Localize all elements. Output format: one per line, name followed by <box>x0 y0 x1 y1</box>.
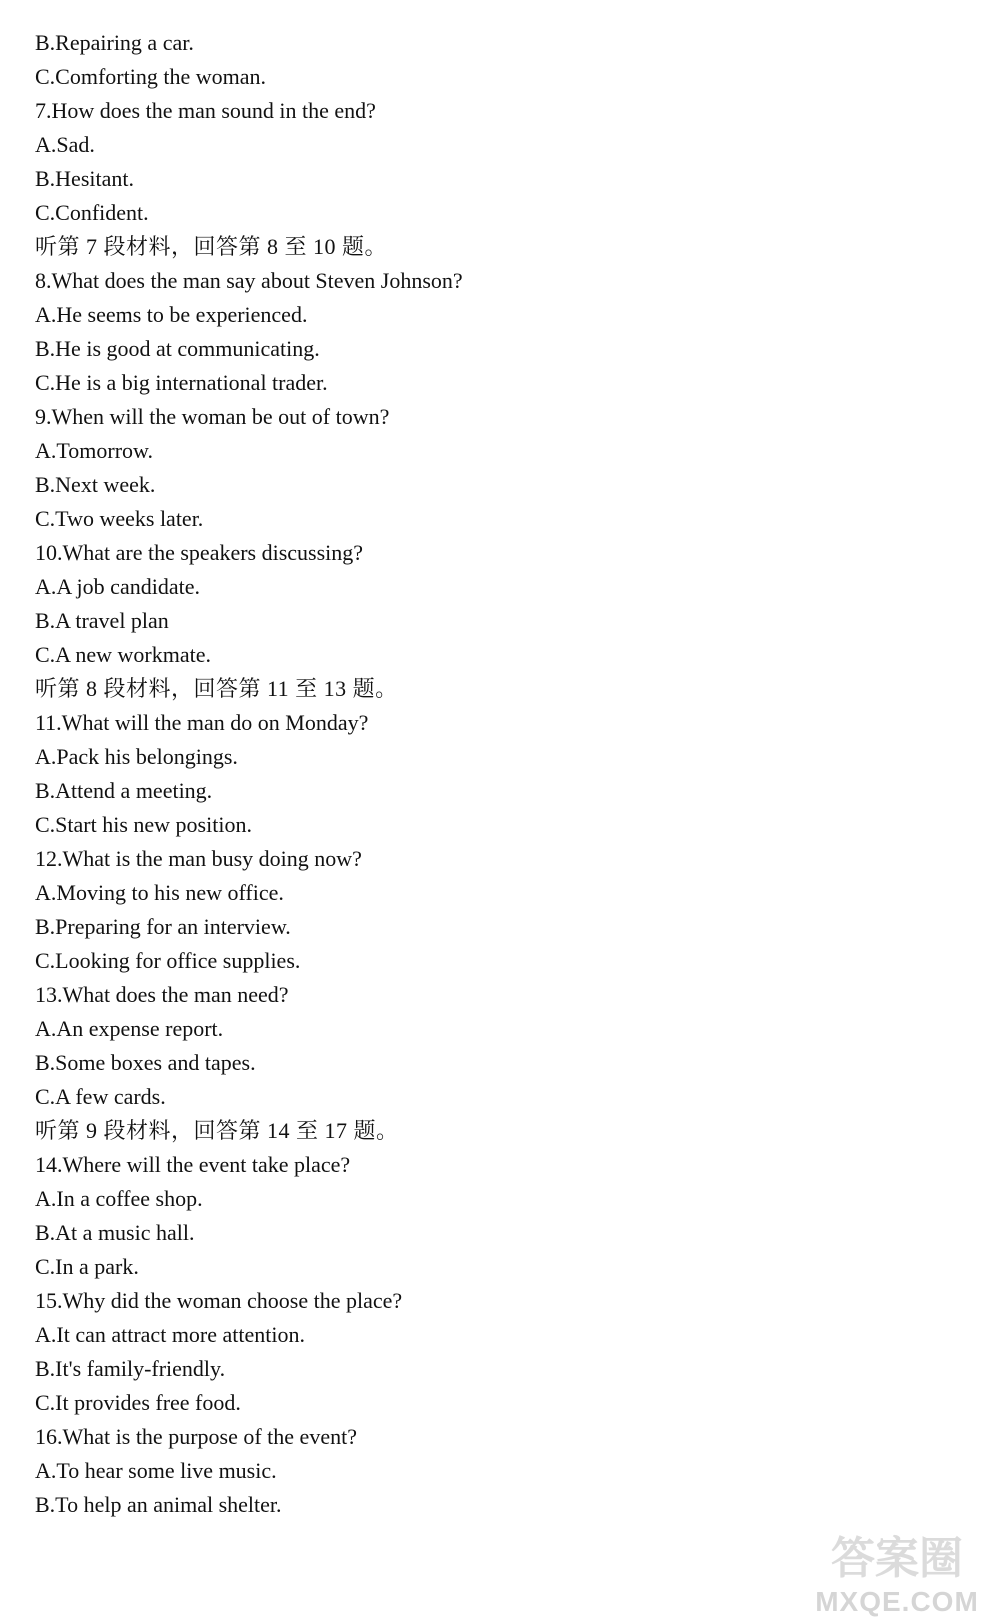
section-heading: 听第 9 段材料，回答第 14 至 17 题。 <box>35 1118 399 1143</box>
option-line: B.Hesitant. <box>35 166 134 191</box>
option-line: B.Attend a meeting. <box>35 778 213 803</box>
option-line: B.Preparing for an interview. <box>35 914 291 939</box>
option-line: B.Repairing a car. <box>35 30 194 55</box>
option-line: A.He seems to be experienced. <box>35 302 308 327</box>
question-line: 8.What does the man say about Steven Johnson? <box>35 268 463 293</box>
option-line: C.Comforting the woman. <box>35 64 266 89</box>
option-line: A.A job candidate. <box>35 574 200 599</box>
option-line: C.A new workmate. <box>35 642 211 667</box>
question-line: 7.How does the man sound in the end? <box>35 98 376 123</box>
option-line: C.Confident. <box>35 200 149 225</box>
option-line: B.To help an animal shelter. <box>35 1492 282 1517</box>
option-line: A.To hear some live music. <box>35 1458 277 1483</box>
option-line: C.It provides free food. <box>35 1390 241 1415</box>
watermark-logo: 答案圈 <box>831 1533 963 1584</box>
watermark-text: MXQE.COM <box>815 1586 979 1617</box>
option-line: B.At a music hall. <box>35 1220 195 1245</box>
option-line: A.Tomorrow. <box>35 438 154 463</box>
question-line: 9.When will the woman be out of town? <box>35 404 390 429</box>
option-line: B.Some boxes and tapes. <box>35 1050 256 1075</box>
option-line: C.A few cards. <box>35 1084 166 1109</box>
option-line: B.Next week. <box>35 472 156 497</box>
option-line: A.Moving to his new office. <box>35 880 284 905</box>
question-line: 14.Where will the event take place? <box>35 1152 351 1177</box>
option-line: C.Looking for office supplies. <box>35 948 301 973</box>
option-line: A.An expense report. <box>35 1016 224 1041</box>
option-line: B.It's family-friendly. <box>35 1356 226 1381</box>
option-line: A.In a coffee shop. <box>35 1186 203 1211</box>
question-line: 11.What will the man do on Monday? <box>35 710 369 735</box>
option-line: A.Sad. <box>35 132 95 157</box>
option-line: C.He is a big international trader. <box>35 370 328 395</box>
section-heading: 听第 8 段材料，回答第 11 至 13 题。 <box>35 676 398 701</box>
option-line: C.In a park. <box>35 1254 139 1279</box>
question-line: 12.What is the man busy doing now? <box>35 846 362 871</box>
question-line: 15.Why did the woman choose the place? <box>35 1288 403 1313</box>
option-line: B.He is good at communicating. <box>35 336 320 361</box>
document-page <box>35 26 960 1522</box>
section-heading: 听第 7 段材料，回答第 8 至 10 题。 <box>35 234 388 259</box>
option-line: A.Pack his belongings. <box>35 744 238 769</box>
question-line: 16.What is the purpose of the event? <box>35 1424 357 1449</box>
option-line: B.A travel plan <box>35 608 169 633</box>
question-line: 13.What does the man need? <box>35 982 289 1007</box>
question-line: 10.What are the speakers discussing? <box>35 540 364 565</box>
watermark <box>806 1522 988 1618</box>
option-line: C.Two weeks later. <box>35 506 204 531</box>
option-line: C.Start his new position. <box>35 812 252 837</box>
option-line: A.It can attract more attention. <box>35 1322 305 1347</box>
